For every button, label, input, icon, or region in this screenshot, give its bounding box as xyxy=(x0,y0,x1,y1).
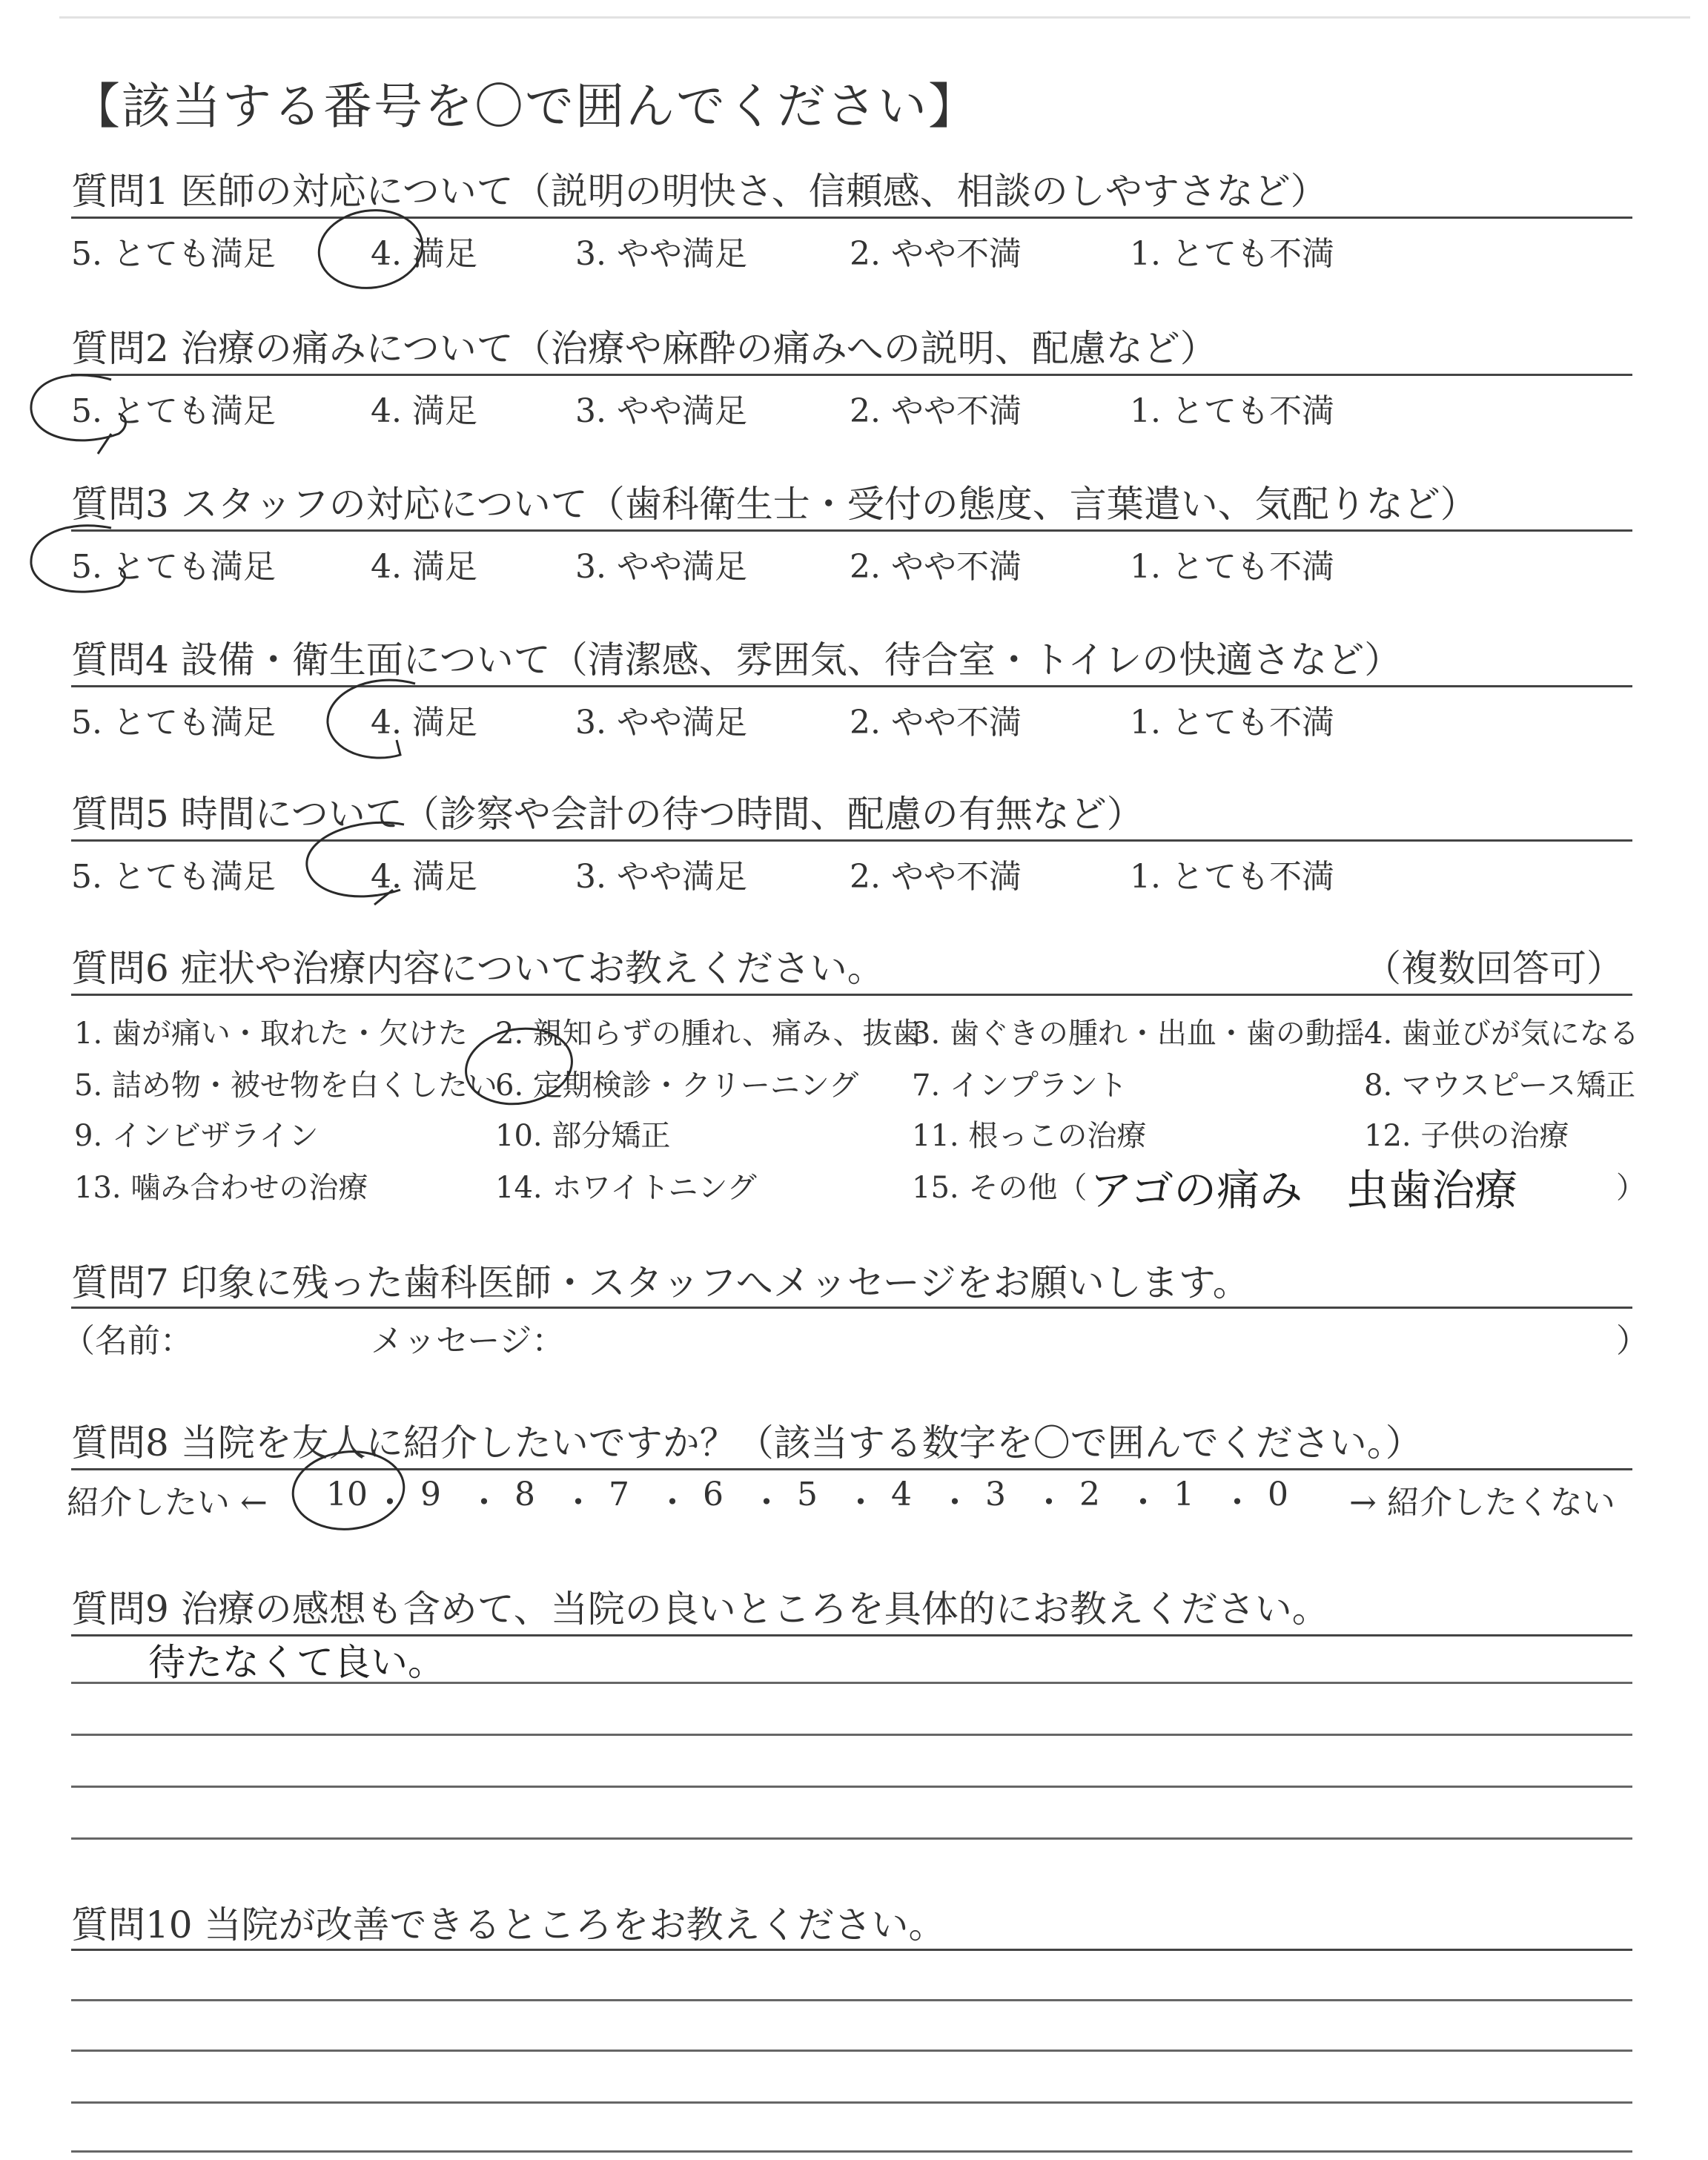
q1-option-1[interactable]: 1. とても不満 xyxy=(1130,235,1334,273)
q6-title: 質問6 症状や治療内容についてお教えください。 xyxy=(71,947,884,990)
q8-scale-1[interactable]: 1 xyxy=(1174,1476,1194,1513)
q6-option-15[interactable]: 15. その他（ xyxy=(912,1171,1088,1205)
q1-rule xyxy=(71,217,1632,219)
q10-title: 質問10 当院が改善できるところをお教えください。 xyxy=(71,1903,946,1946)
q5-option-5[interactable]: 5. とても満足 xyxy=(71,858,276,896)
page-heading: 【該当する番号を〇で囲んでください】 xyxy=(71,78,979,135)
q1-option-4[interactable]: 4. 満足 xyxy=(371,235,477,273)
q2-rule xyxy=(71,374,1632,376)
top-border xyxy=(59,16,1690,19)
q6-rule xyxy=(71,994,1632,996)
q1-option-2[interactable]: 2. やや不満 xyxy=(850,235,1022,273)
q3-option-1[interactable]: 1. とても不満 xyxy=(1130,548,1334,586)
q2-option-5[interactable]: 5. とても満足 xyxy=(71,392,276,430)
q1-option-5[interactable]: 5. とても満足 xyxy=(71,235,276,273)
q8-scale-separator: ・ xyxy=(1221,1484,1254,1522)
q10-writing-line[interactable] xyxy=(71,2050,1632,2052)
q3-option-2[interactable]: 2. やや不満 xyxy=(850,548,1022,586)
q9-writing-line[interactable] xyxy=(71,1837,1632,1840)
q6-multiple-answer-note: （複数回答可） xyxy=(1364,947,1623,990)
q5-option-3[interactable]: 3. やや満足 xyxy=(575,858,747,896)
q6-option-14[interactable]: 14. ホワイトニング xyxy=(495,1171,757,1205)
q6-option-10[interactable]: 10. 部分矯正 xyxy=(495,1119,671,1153)
q2-option-2[interactable]: 2. やや不満 xyxy=(850,392,1022,430)
q6-option-2[interactable]: 2. 親知らずの腫れ、痛み、抜歯 xyxy=(495,1017,922,1051)
q6-option-13[interactable]: 13. 噛み合わせの治療 xyxy=(74,1171,368,1205)
q8-scale-7[interactable]: 7 xyxy=(609,1476,629,1513)
q1-title: 質問1 医師の対応について（説明の明快さ、信頼感、相談のしやすさなど） xyxy=(71,170,1328,213)
q10-rule xyxy=(71,1949,1632,1951)
q10-writing-line[interactable] xyxy=(71,2150,1632,2153)
q9-writing-line[interactable] xyxy=(71,1734,1632,1736)
q5-option-2[interactable]: 2. やや不満 xyxy=(850,858,1022,896)
q8-scale-3[interactable]: 3 xyxy=(985,1476,1006,1513)
q4-option-1[interactable]: 1. とても不満 xyxy=(1130,704,1334,742)
q8-scale-8[interactable]: 8 xyxy=(514,1476,535,1513)
q3-option-5[interactable]: 5. とても満足 xyxy=(71,548,276,586)
q9-writing-line[interactable] xyxy=(71,1682,1632,1684)
q5-title: 質問5 時間について（診察や会計の待つ時間、配慮の有無など） xyxy=(71,793,1144,836)
q6-option-7[interactable]: 7. インプラント xyxy=(912,1069,1128,1103)
q8-right-label: → 紹介したくない xyxy=(1349,1484,1615,1522)
q8-scale-separator: ・ xyxy=(374,1484,406,1522)
q2-option-1[interactable]: 1. とても不満 xyxy=(1130,392,1334,430)
q7-title: 質問7 印象に残った歯科医師・スタッフへメッセージをお願いします。 xyxy=(71,1261,1250,1304)
q9-writing-line[interactable] xyxy=(71,1786,1632,1788)
q4-option-2[interactable]: 2. やや不満 xyxy=(850,704,1022,742)
q6-option-6[interactable]: 6. 定期検診・クリーニング xyxy=(495,1069,859,1103)
q8-scale-separator: ・ xyxy=(844,1484,877,1522)
q6-option-9[interactable]: 9. インビザライン xyxy=(74,1119,319,1153)
q8-scale-separator: ・ xyxy=(562,1484,595,1522)
q7-close-paren: ） xyxy=(1616,1322,1649,1360)
q7-message-label: メッセージ： xyxy=(371,1322,565,1360)
q8-scale-0[interactable]: 0 xyxy=(1268,1476,1288,1513)
q8-scale-6[interactable]: 6 xyxy=(703,1476,724,1513)
q7-name-label: （名前： xyxy=(62,1322,193,1360)
q8-scale-separator: ・ xyxy=(656,1484,689,1522)
q5-option-4[interactable]: 4. 満足 xyxy=(371,858,477,896)
q4-option-4[interactable]: 4. 満足 xyxy=(371,704,477,742)
q8-scale-separator: ・ xyxy=(750,1484,783,1522)
q2-title: 質問2 治療の痛みについて（治療や麻酔の痛みへの説明、配慮など） xyxy=(71,327,1217,370)
q6-other-close-paren: ） xyxy=(1616,1171,1646,1205)
q8-scale-separator: ・ xyxy=(468,1484,500,1522)
q10-writing-line[interactable] xyxy=(71,2101,1632,2104)
q8-left-label: 紹介したい ← xyxy=(67,1484,268,1522)
q3-option-3[interactable]: 3. やや満足 xyxy=(575,548,747,586)
q4-title: 質問4 設備・衛生面について（清潔感、雰囲気、待合室・トイレの快適さなど） xyxy=(71,638,1402,681)
q7-rule xyxy=(71,1307,1632,1309)
q9-handwritten-answer[interactable]: 待たなくて良い。 xyxy=(148,1641,445,1684)
q8-scale-2[interactable]: 2 xyxy=(1079,1476,1100,1513)
q5-option-1[interactable]: 1. とても不満 xyxy=(1130,858,1334,896)
q6-option-5[interactable]: 5. 詰め物・被せ物を白くしたい xyxy=(74,1069,497,1103)
q4-option-3[interactable]: 3. やや満足 xyxy=(575,704,747,742)
q4-option-5[interactable]: 5. とても満足 xyxy=(71,704,276,742)
q6-option-3[interactable]: 3. 歯ぐきの腫れ・出血・歯の動揺 xyxy=(912,1017,1365,1051)
q6-other-handwritten-answer[interactable]: アゴの痛み 虫歯治療 xyxy=(1090,1165,1518,1215)
q5-rule xyxy=(71,839,1632,842)
q4-rule xyxy=(71,685,1632,687)
q8-rule xyxy=(71,1468,1632,1470)
q6-option-12[interactable]: 12. 子供の治療 xyxy=(1364,1119,1569,1153)
q8-scale-separator: ・ xyxy=(1127,1484,1159,1522)
q3-title: 質問3 スタッフの対応について（歯科衛生士・受付の態度、言葉遣い、気配りなど） xyxy=(71,483,1477,526)
q8-scale-4[interactable]: 4 xyxy=(891,1476,912,1513)
q6-option-8[interactable]: 8. マウスピース矯正 xyxy=(1364,1069,1636,1103)
q8-title: 質問8 当院を友人に紹介したいですか？（該当する数字を〇で囲んでください。） xyxy=(71,1421,1423,1464)
q6-option-1[interactable]: 1. 歯が痛い・取れた・欠けた xyxy=(74,1017,468,1051)
q8-scale-5[interactable]: 5 xyxy=(797,1476,818,1513)
q8-scale-9[interactable]: 9 xyxy=(420,1476,441,1513)
q8-scale-separator: ・ xyxy=(939,1484,971,1522)
q1-option-3[interactable]: 3. やや満足 xyxy=(575,235,747,273)
q6-option-11[interactable]: 11. 根っこの治療 xyxy=(912,1119,1147,1153)
q3-option-4[interactable]: 4. 満足 xyxy=(371,548,477,586)
q8-scale-10[interactable]: 10 xyxy=(326,1476,368,1513)
q9-title: 質問9 治療の感想も含めて、当院の良いところを具体的にお教えください。 xyxy=(71,1588,1329,1631)
q2-option-4[interactable]: 4. 満足 xyxy=(371,392,477,430)
q8-scale-separator: ・ xyxy=(1033,1484,1065,1522)
q10-writing-line[interactable] xyxy=(71,1999,1632,2001)
q2-option-3[interactable]: 3. やや満足 xyxy=(575,392,747,430)
q3-rule xyxy=(71,529,1632,532)
q6-option-4[interactable]: 4. 歯並びが気になる xyxy=(1364,1017,1639,1051)
